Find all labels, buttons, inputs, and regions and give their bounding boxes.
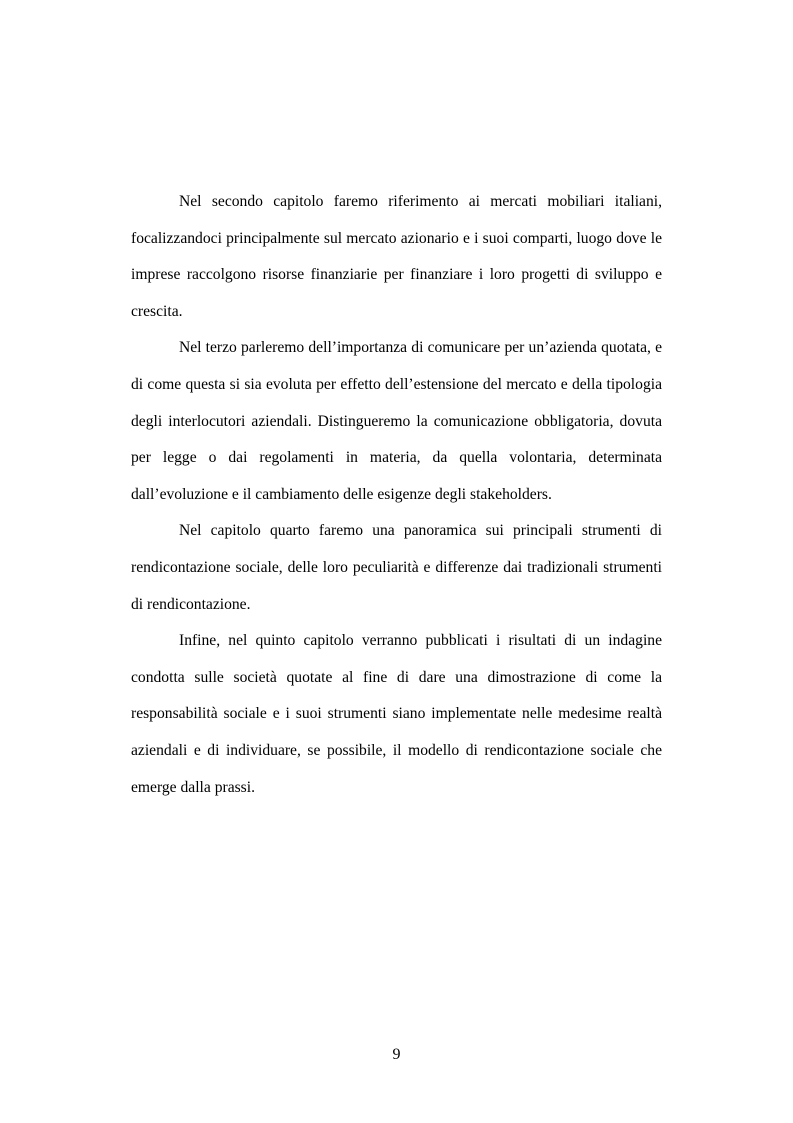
page-number: 9 xyxy=(392,1046,401,1063)
body-text xyxy=(131,184,662,806)
paragraph-chapter-four: Nel capitolo quarto faremo una panoramica sui principali strumenti di rendicontazione sociale, delle loro peculiarità e differenze dai tradizionali strumenti di rendicontazione. xyxy=(131,522,662,613)
paragraph-chapter-two: Nel secondo capitolo faremo riferimento ai mercati mobiliari italiani, focalizzandoci principalmente sul mercato azionario e i suoi comparti, luogo dove le imprese raccolgono risorse finanziarie per finanziare i loro progetti di sviluppo e crescita. xyxy=(131,193,662,320)
paragraph-chapter-five: Infine, nel quinto capitolo verranno pubblicati i risultati di un indagine condotta sulle società quotate al fine di dare una dimostrazione di come la responsabilità sociale e i suoi strumenti siano implementate nelle medesime realtà aziendali e di individuare, se possibile, il modello di rendicontazione sociale che emerge dalla prassi. xyxy=(131,632,662,796)
paragraph-chapter-three: Nel terzo parleremo dell’importanza di comunicare per un’azienda quotata, e di come questa si sia evoluta per effetto dell’estensione del mercato e della tipologia degli interlocutori aziendali. Distingueremo la comunicazione obbligatoria, dovuta per legge o dai regolamenti in materia, da quella volontaria, determinata dall’evoluzione e il cambiamento delle esigenze degli stakeholders. xyxy=(131,339,662,503)
